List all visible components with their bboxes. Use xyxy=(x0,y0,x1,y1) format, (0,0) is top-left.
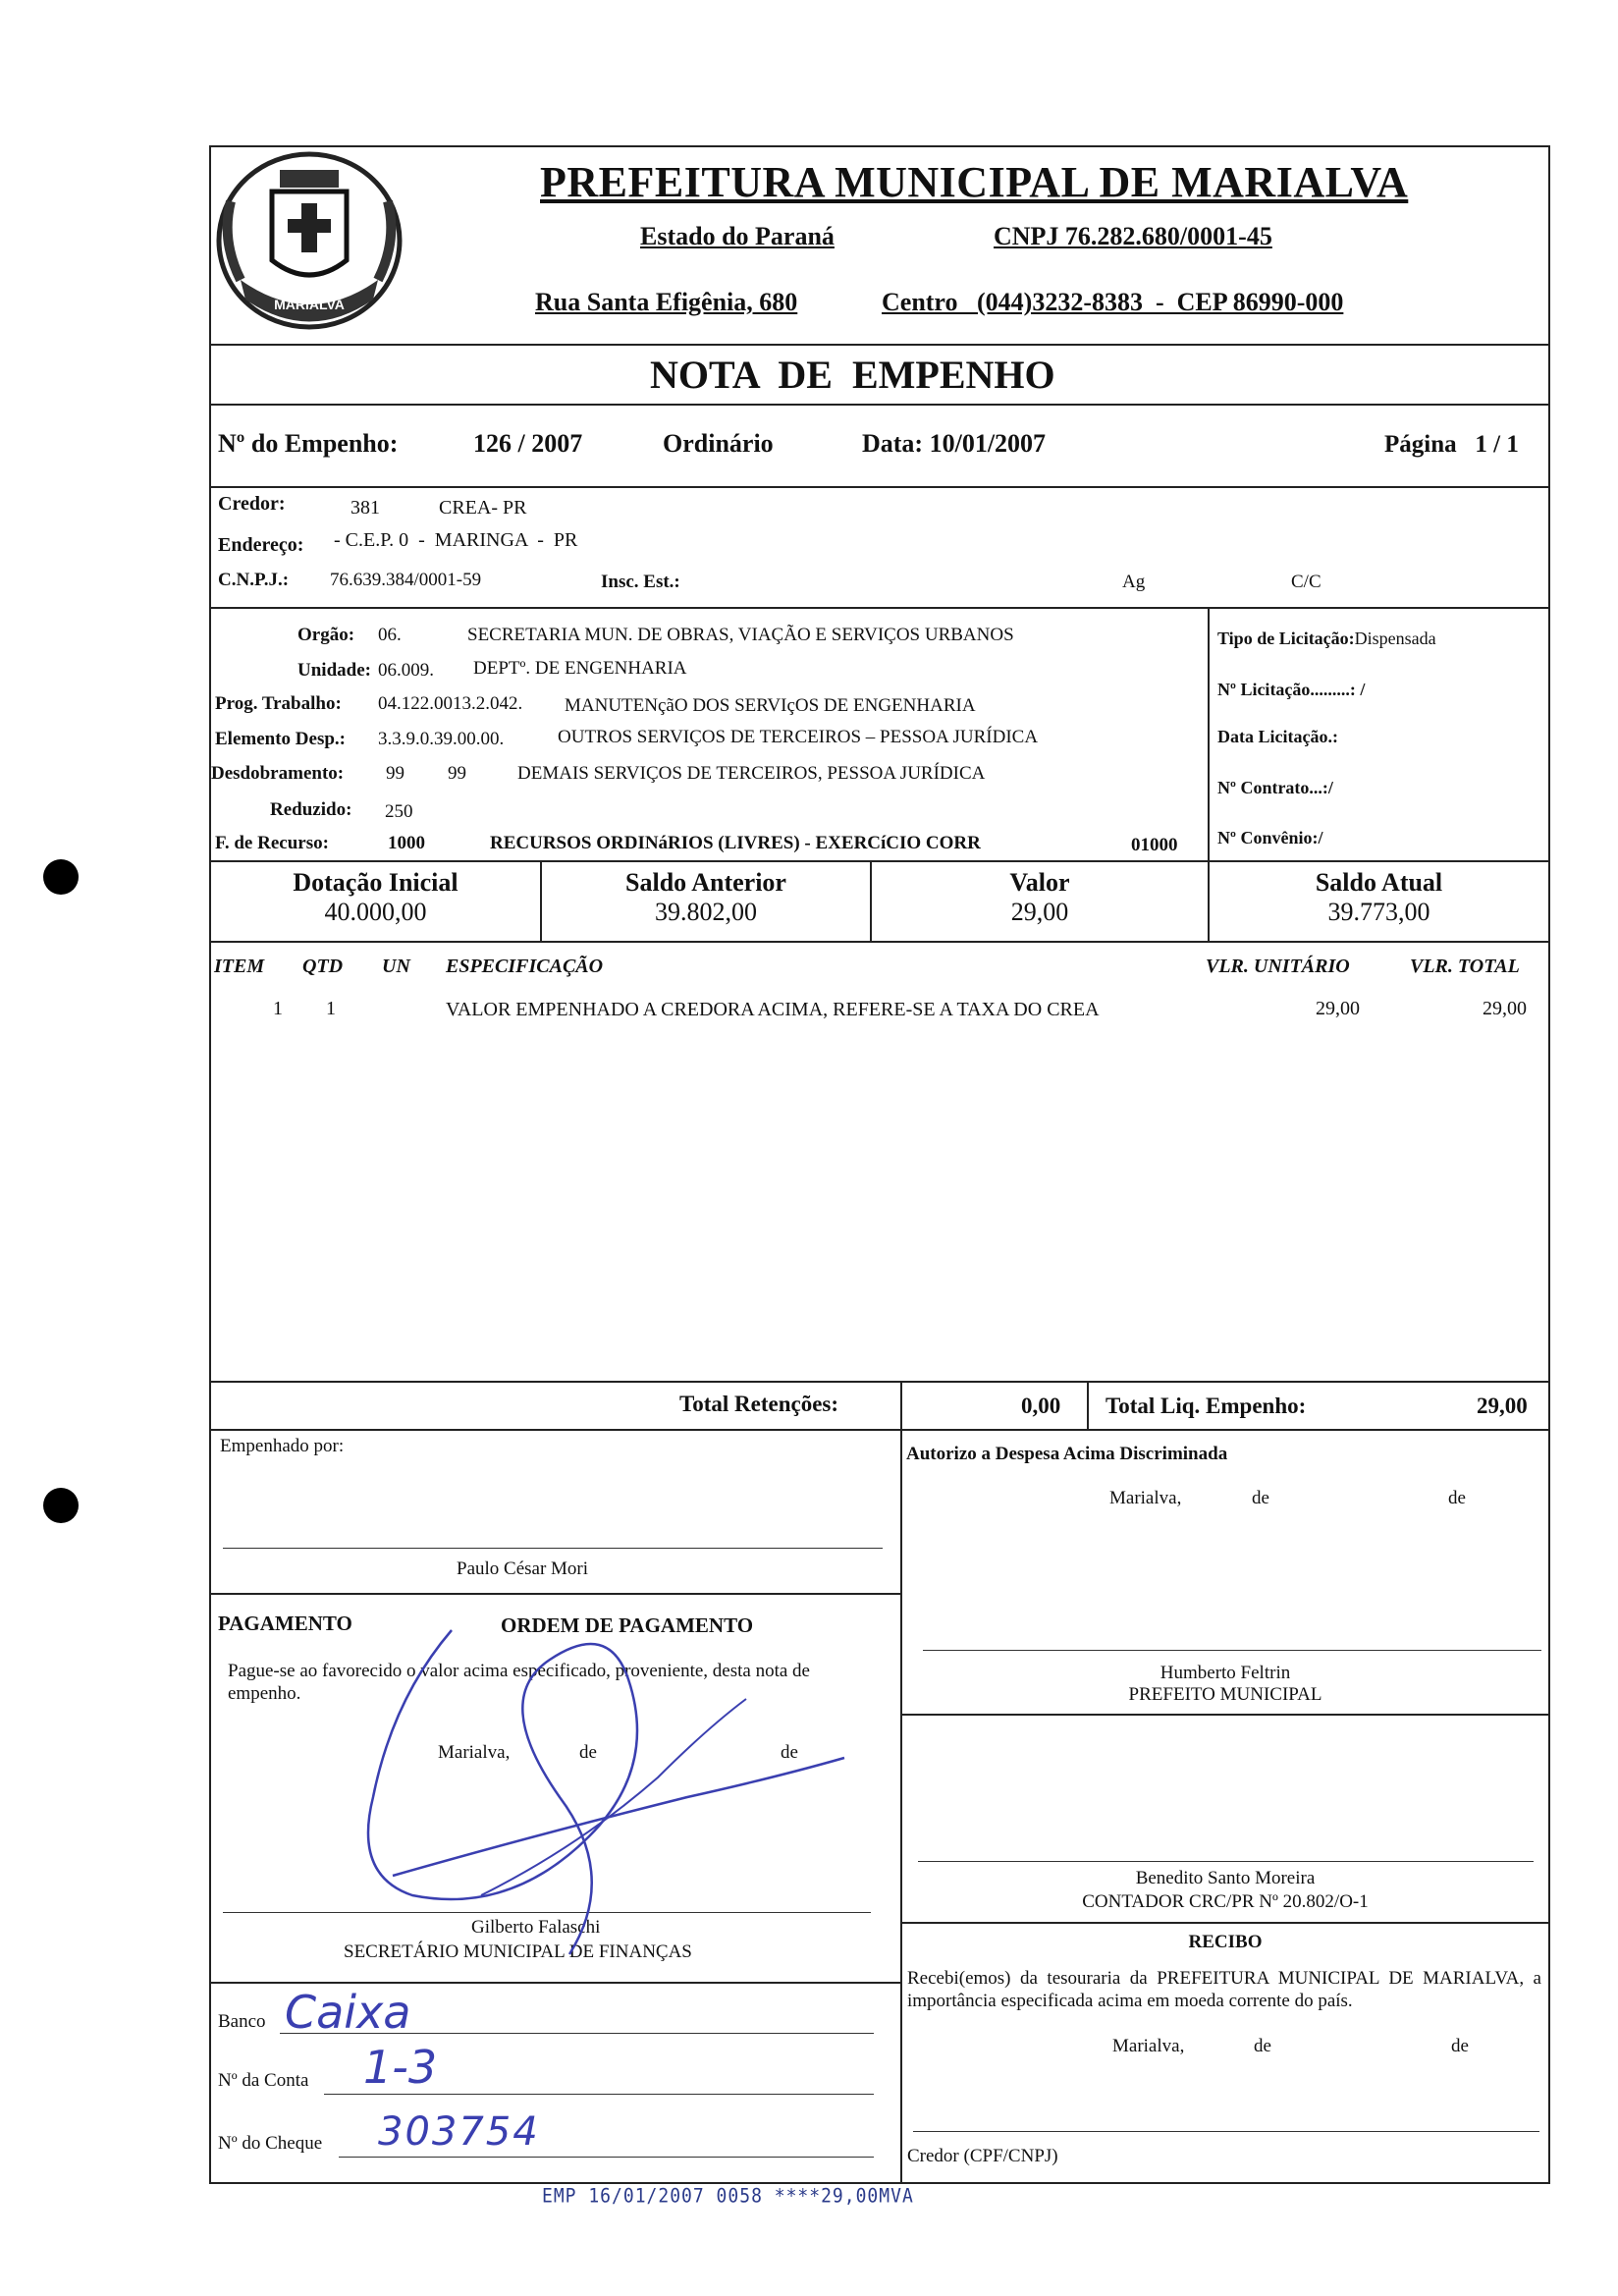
pagamento-de1: de xyxy=(579,1742,597,1763)
secretario-name: Gilberto Falaschi xyxy=(471,1917,601,1938)
prefeito-name: Humberto Feltrin xyxy=(1160,1663,1291,1683)
desd-desc: DEMAIS SERVIÇOS DE TERCEIROS, PESSOA JURÍDICA xyxy=(517,763,986,784)
institution-cnpj: CNPJ 76.282.680/0001-45 xyxy=(994,222,1272,250)
total-liq-label: Total Liq. Empenho: xyxy=(1106,1394,1307,1418)
punch-hole-bottom xyxy=(43,1488,79,1523)
tipo-licitacao-value: Dispensada xyxy=(1354,629,1436,648)
cnpj-value: 76.639.384/0001-59 xyxy=(330,570,482,590)
prefeito-role: PREFEITO MUNICIPAL xyxy=(1128,1684,1322,1705)
conta-label: Nº da Conta xyxy=(218,2070,309,2091)
autorizo-de1: de xyxy=(1252,1488,1269,1508)
elem-code: 3.3.9.0.39.00.00. xyxy=(378,729,505,749)
prog-desc: MANUTENçãO DOS SERVIçOS DE ENGENHARIA xyxy=(565,695,976,716)
desd-code1: 99 xyxy=(386,763,404,784)
total-retencoes-value: 0,00 xyxy=(1021,1394,1061,1418)
num-contrato: Nº Contrato...:/ xyxy=(1217,778,1333,797)
recibo-credor-label: Credor (CPF/CNPJ) xyxy=(907,2146,1058,2166)
banco-value: Caixa xyxy=(285,1986,411,2039)
saldo-atual-value: 39.773,00 xyxy=(1327,898,1430,926)
contador-name: Benedito Santo Moreira xyxy=(1135,1868,1316,1888)
signature-scribble xyxy=(334,1601,884,1974)
punch-hole-top xyxy=(43,859,79,895)
col-unit: VLR. UNITÁRIO xyxy=(1206,956,1350,977)
page-number: Página 1 / 1 xyxy=(1384,431,1519,458)
rec-code2: 01000 xyxy=(1131,835,1178,855)
elem-label: Elemento Desp.: xyxy=(215,729,346,749)
orgao-code: 06. xyxy=(378,625,402,645)
empenho-label: Nº do Empenho: xyxy=(218,429,399,458)
total-retencoes-label: Total Retenções: xyxy=(679,1392,839,1416)
credor-name: CREA- PR xyxy=(439,497,527,519)
col-un: UN xyxy=(382,956,410,977)
unidade-desc: DEPTº. DE ENGENHARIA xyxy=(473,658,687,679)
recibo-text: Recebi(emos) da tesouraria da PREFEITURA MUNICIPAL DE MARIALVA, a importância especificada acima em moeda corrente do país. xyxy=(907,1968,1541,2011)
unidade-code: 06.009. xyxy=(378,660,434,681)
pagamento-de2: de xyxy=(781,1742,798,1763)
item-total-value: 29,00 xyxy=(1483,998,1527,1019)
red-value: 250 xyxy=(385,801,413,822)
desd-label: Desdobramento: xyxy=(211,763,345,784)
valor-label: Valor xyxy=(1009,868,1070,897)
item-number: 1 xyxy=(273,998,283,1019)
dotacao-inicial-value: 40.000,00 xyxy=(324,898,427,926)
red-label: Reduzido: xyxy=(270,799,352,820)
dotacao-inicial-label: Dotação Inicial xyxy=(293,868,458,897)
elem-desc: OUTROS SERVIÇOS DE TERCEIROS – PESSOA JURÍDICA xyxy=(558,727,1039,747)
pagamento-label: PAGAMENTO xyxy=(218,1612,352,1635)
street-address: Rua Santa Efigênia, 680 xyxy=(535,288,798,316)
unidade-label: Unidade: xyxy=(297,660,371,681)
rec-code: 1000 xyxy=(388,833,425,853)
cc-label: C/C xyxy=(1291,572,1321,592)
pagamento-place: Marialva, xyxy=(438,1742,511,1763)
autorizo-place: Marialva, xyxy=(1109,1488,1182,1508)
endereco-label: Endereço: xyxy=(218,534,304,556)
col-qtd: QTD xyxy=(302,956,344,977)
prog-label: Prog. Trabalho: xyxy=(215,693,342,714)
document-title: NOTA DE EMPENHO xyxy=(650,353,1055,397)
recibo-place: Marialva, xyxy=(1112,2036,1185,2056)
banco-label: Banco xyxy=(218,2011,266,2032)
num-convenio: Nº Convênio:/ xyxy=(1217,828,1323,847)
autorizo-de2: de xyxy=(1448,1488,1466,1508)
institution-title: PREFEITURA MUNICIPAL DE MARIALVA xyxy=(540,158,1409,206)
contador-role: CONTADOR CRC/PR Nº 20.802/O-1 xyxy=(1082,1891,1369,1912)
empenhado-label: Empenhado por: xyxy=(220,1436,345,1456)
item-spec: VALOR EMPENHADO A CREDORA ACIMA, REFERE-SE A TAXA DO CREA xyxy=(446,999,1100,1020)
secretario-role: SECRETÁRIO MUNICIPAL DE FINANÇAS xyxy=(344,1941,692,1962)
saldo-anterior-label: Saldo Anterior xyxy=(625,868,786,897)
valor-value: 29,00 xyxy=(1010,898,1069,926)
recibo-de2: de xyxy=(1451,2036,1469,2056)
cheque-value: 303754 xyxy=(378,2109,540,2155)
state-label: Estado do Paraná xyxy=(640,222,835,250)
insc-label: Insc. Est.: xyxy=(601,572,680,592)
ag-label: Ag xyxy=(1122,572,1146,592)
endereco-value: - C.E.P. 0 - MARINGA - PR xyxy=(334,529,578,551)
orgao-label: Orgão: xyxy=(297,625,355,645)
empenho-number: 126 / 2007 xyxy=(473,429,583,458)
saldo-anterior-value: 39.802,00 xyxy=(655,898,757,926)
credor-code: 381 xyxy=(351,497,380,519)
recibo-label: RECIBO xyxy=(1188,1932,1263,1952)
seal-text: MARIALVA xyxy=(274,297,345,312)
empenhado-name: Paulo César Mori xyxy=(457,1558,589,1579)
cnpj-label: C.N.P.J.: xyxy=(218,570,290,590)
col-total: VLR. TOTAL xyxy=(1410,956,1520,977)
data-licitacao: Data Licitação.: xyxy=(1217,727,1338,746)
municipal-seal xyxy=(211,142,407,339)
desd-code2: 99 xyxy=(448,763,466,784)
ordem-pagamento-label: ORDEM DE PAGAMENTO xyxy=(501,1613,754,1637)
orgao-desc: SECRETARIA MUN. DE OBRAS, VIAÇÃO E SERVIÇOS URBANOS xyxy=(467,625,1014,645)
recibo-de1: de xyxy=(1254,2036,1271,2056)
col-spec: ESPECIFICAÇÃO xyxy=(446,956,604,977)
saldo-atual-label: Saldo Atual xyxy=(1315,868,1443,897)
cheque-label: Nº do Cheque xyxy=(218,2133,323,2154)
empenho-type: Ordinário xyxy=(663,429,774,458)
autorizo-label: Autorizo a Despesa Acima Discriminada xyxy=(906,1444,1228,1464)
credor-label: Credor: xyxy=(218,493,286,515)
rec-label: F. de Recurso: xyxy=(215,833,329,853)
rec-desc: RECURSOS ORDINáRIOS (LIVRES) - EXERCíCIO CORR xyxy=(490,833,981,853)
total-liq-value: 29,00 xyxy=(1477,1394,1528,1418)
empenho-date: Data: 10/01/2007 xyxy=(862,429,1047,458)
num-licitacao: Nº Licitação.........: / xyxy=(1217,680,1366,699)
pagamento-text: Pague-se ao favorecido o valor acima especificado, proveniente, desta nota de empenho. xyxy=(228,1661,810,1704)
prog-code: 04.122.0013.2.042. xyxy=(378,693,523,714)
mechanical-stamp: EMP 16/01/2007 0058 ****29,00MVA xyxy=(542,2184,914,2209)
contact-info: Centro (044)3232-8383 - CEP 86990-000 xyxy=(882,288,1344,316)
tipo-licitacao-label: Tipo de Licitação: xyxy=(1217,629,1355,648)
item-unit-value: 29,00 xyxy=(1316,998,1360,1019)
item-qtd: 1 xyxy=(326,998,336,1019)
col-item: ITEM xyxy=(214,956,265,977)
conta-value: 1-3 xyxy=(363,2041,438,2094)
